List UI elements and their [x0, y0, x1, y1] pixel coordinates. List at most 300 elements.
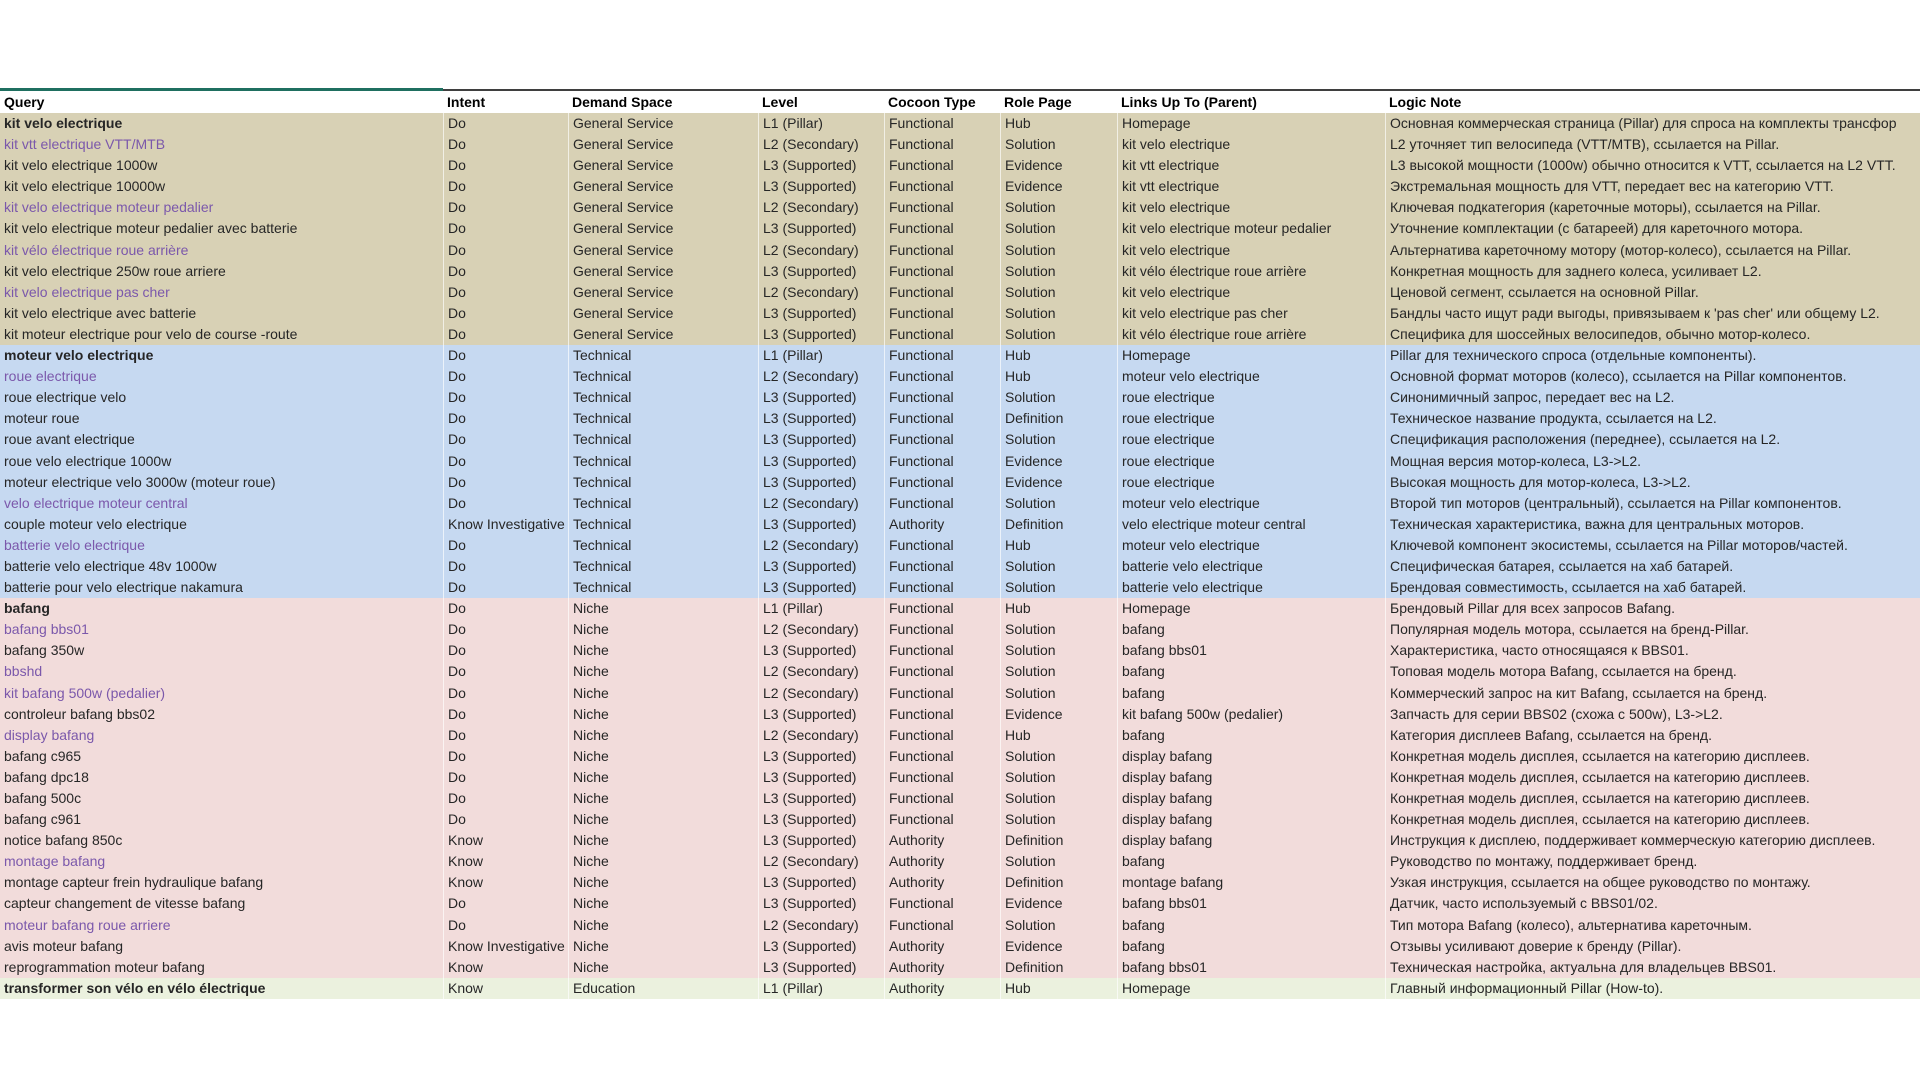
cell-cocoon-type[interactable]: Functional — [884, 577, 1000, 598]
cell-query[interactable]: montage bafang — [4, 853, 106, 870]
cell-cocoon-type[interactable]: Functional — [884, 493, 1000, 514]
cell-demand-space[interactable]: Technical — [568, 493, 758, 514]
cell-demand-space[interactable]: Niche — [568, 725, 758, 746]
cell-demand-space[interactable]: Niche — [568, 746, 758, 767]
cell-links-up-to[interactable]: kit vélo électrique roue arrière — [1117, 324, 1385, 345]
cell-query[interactable]: couple moteur velo electrique — [4, 515, 187, 532]
cell-role-page[interactable]: Evidence — [1000, 936, 1117, 957]
column-header-query[interactable]: Query — [4, 94, 45, 110]
cell-query[interactable]: kit vélo électrique roue arrière — [4, 241, 189, 258]
cell-links-up-to[interactable]: bafang bbs01 — [1117, 957, 1385, 978]
column-header-cocoon-type[interactable]: Cocoon Type — [888, 94, 976, 110]
cell-links-up-to[interactable]: montage bafang — [1117, 872, 1385, 893]
cell-query[interactable]: capteur changement de vitesse bafang — [4, 895, 246, 912]
cell-query[interactable]: notice bafang 850c — [4, 832, 123, 849]
cell-demand-space[interactable]: General Service — [568, 240, 758, 261]
cell-role-page[interactable]: Solution — [1000, 240, 1117, 261]
cell-cocoon-type[interactable]: Functional — [884, 345, 1000, 366]
cell-role-page[interactable]: Solution — [1000, 282, 1117, 303]
cell-logic-note[interactable]: Техническая настройка, актуальна для владельцев BBS01. — [1385, 957, 1920, 978]
cell-level[interactable]: L3 (Supported) — [758, 408, 884, 429]
cell-logic-note[interactable]: Инструкция к дисплею, поддерживает коммерческую категорию дисплеев. — [1385, 830, 1920, 851]
cell-role-page[interactable]: Hub — [1000, 113, 1117, 134]
cell-role-page[interactable]: Hub — [1000, 345, 1117, 366]
cell-role-page[interactable]: Hub — [1000, 366, 1117, 387]
cell-role-page[interactable]: Definition — [1000, 830, 1117, 851]
cell-logic-note[interactable]: Популярная модель мотора, ссылается на бренд-Pillar. — [1385, 619, 1920, 640]
cell-intent[interactable]: Do — [443, 683, 568, 704]
cell-logic-note[interactable]: Ключевой компонент экосистемы, ссылается на Pillar моторов/частей. — [1385, 535, 1920, 556]
cell-level[interactable]: L3 (Supported) — [758, 155, 884, 176]
cell-level[interactable]: L2 (Secondary) — [758, 366, 884, 387]
cell-query[interactable]: moteur roue — [4, 410, 80, 427]
cell-intent[interactable]: Do — [443, 788, 568, 809]
cell-intent[interactable]: Do — [443, 661, 568, 682]
cell-links-up-to[interactable]: Homepage — [1117, 598, 1385, 619]
cell-level[interactable]: L3 (Supported) — [758, 830, 884, 851]
cell-level[interactable]: L3 (Supported) — [758, 640, 884, 661]
cell-query[interactable]: kit velo electrique avec batterie — [4, 304, 197, 321]
cell-cocoon-type[interactable]: Functional — [884, 619, 1000, 640]
cell-role-page[interactable]: Solution — [1000, 746, 1117, 767]
cell-level[interactable]: L1 (Pillar) — [758, 345, 884, 366]
cell-intent[interactable]: Do — [443, 218, 568, 239]
cell-intent[interactable]: Do — [443, 893, 568, 914]
cell-links-up-to[interactable]: moteur velo electrique — [1117, 493, 1385, 514]
cell-logic-note[interactable]: Отзывы усиливают доверие к бренду (Pillar). — [1385, 936, 1920, 957]
cell-links-up-to[interactable]: roue electrique — [1117, 408, 1385, 429]
cell-intent[interactable]: Do — [443, 809, 568, 830]
cell-logic-note[interactable]: Бандлы часто ищут ради выгоды, привязываем к 'pas cher' или общему L2. — [1385, 303, 1920, 324]
cell-intent[interactable]: Do — [443, 704, 568, 725]
cell-logic-note[interactable]: Ценовой сегмент, ссылается на основной Pillar. — [1385, 282, 1920, 303]
cell-demand-space[interactable]: Technical — [568, 345, 758, 366]
cell-cocoon-type[interactable]: Functional — [884, 640, 1000, 661]
cell-query[interactable]: moteur velo electrique — [4, 347, 154, 364]
cell-intent[interactable]: Do — [443, 408, 568, 429]
cell-links-up-to[interactable]: display bafang — [1117, 788, 1385, 809]
cell-links-up-to[interactable]: bafang — [1117, 851, 1385, 872]
cell-query[interactable]: kit velo electrique 10000w — [4, 178, 166, 195]
cell-intent[interactable]: Do — [443, 345, 568, 366]
cell-logic-note[interactable]: Топовая модель мотора Bafang, ссылается на бренд. — [1385, 661, 1920, 682]
cell-query[interactable]: batterie pour velo electrique nakamura — [4, 579, 243, 596]
cell-cocoon-type[interactable]: Functional — [884, 218, 1000, 239]
cell-demand-space[interactable]: Niche — [568, 683, 758, 704]
cell-links-up-to[interactable]: kit bafang 500w (pedalier) — [1117, 704, 1385, 725]
cell-role-page[interactable]: Solution — [1000, 661, 1117, 682]
cell-query[interactable]: bafang bbs01 — [4, 621, 89, 638]
cell-role-page[interactable]: Solution — [1000, 767, 1117, 788]
cell-role-page[interactable]: Solution — [1000, 324, 1117, 345]
cell-demand-space[interactable]: Niche — [568, 598, 758, 619]
cell-query[interactable]: kit velo electrique moteur pedalier avec batterie — [4, 220, 298, 237]
cell-cocoon-type[interactable]: Functional — [884, 451, 1000, 472]
cell-demand-space[interactable]: Niche — [568, 872, 758, 893]
cell-intent[interactable]: Do — [443, 387, 568, 408]
cell-intent[interactable]: Know Investigative — [443, 936, 568, 957]
cell-level[interactable]: L1 (Pillar) — [758, 598, 884, 619]
cell-demand-space[interactable]: Technical — [568, 387, 758, 408]
cell-query[interactable]: roue velo electrique 1000w — [4, 452, 172, 469]
cell-demand-space[interactable]: General Service — [568, 218, 758, 239]
cell-query[interactable]: bafang c965 — [4, 747, 82, 764]
cell-links-up-to[interactable]: batterie velo electrique — [1117, 577, 1385, 598]
cell-demand-space[interactable]: General Service — [568, 261, 758, 282]
cell-links-up-to[interactable]: roue electrique — [1117, 429, 1385, 450]
cell-query[interactable]: roue electrique velo — [4, 389, 127, 406]
cell-intent[interactable]: Do — [443, 197, 568, 218]
cell-intent[interactable]: Do — [443, 725, 568, 746]
cell-cocoon-type[interactable]: Functional — [884, 893, 1000, 914]
cell-cocoon-type[interactable]: Authority — [884, 957, 1000, 978]
cell-query[interactable]: controleur bafang bbs02 — [4, 705, 155, 722]
cell-cocoon-type[interactable]: Functional — [884, 725, 1000, 746]
cell-role-page[interactable]: Evidence — [1000, 893, 1117, 914]
cell-intent[interactable]: Do — [443, 282, 568, 303]
cell-demand-space[interactable]: Niche — [568, 936, 758, 957]
cell-cocoon-type[interactable]: Functional — [884, 134, 1000, 155]
cell-links-up-to[interactable]: bafang bbs01 — [1117, 893, 1385, 914]
cell-level[interactable]: L3 (Supported) — [758, 746, 884, 767]
cell-links-up-to[interactable]: display bafang — [1117, 746, 1385, 767]
cell-query[interactable]: kit velo electrique 250w roue arriere — [4, 262, 226, 279]
cell-cocoon-type[interactable]: Authority — [884, 978, 1000, 999]
cell-demand-space[interactable]: Niche — [568, 915, 758, 936]
cell-role-page[interactable]: Definition — [1000, 957, 1117, 978]
cell-query[interactable]: bafang c961 — [4, 811, 82, 828]
cell-logic-note[interactable]: Брендовый Pillar для всех запросов Bafang. — [1385, 598, 1920, 619]
cell-level[interactable]: L2 (Secondary) — [758, 493, 884, 514]
cell-level[interactable]: L3 (Supported) — [758, 809, 884, 830]
cell-role-page[interactable]: Solution — [1000, 915, 1117, 936]
cell-intent[interactable]: Do — [443, 429, 568, 450]
cell-demand-space[interactable]: General Service — [568, 282, 758, 303]
column-header-level[interactable]: Level — [762, 94, 798, 110]
cell-role-page[interactable]: Solution — [1000, 387, 1117, 408]
cell-logic-note[interactable]: Руководство по монтажу, поддерживает бренд. — [1385, 851, 1920, 872]
cell-demand-space[interactable]: Niche — [568, 893, 758, 914]
cell-demand-space[interactable]: Technical — [568, 366, 758, 387]
cell-cocoon-type[interactable]: Functional — [884, 472, 1000, 493]
column-header-links-up-to[interactable]: Links Up To (Parent) — [1121, 94, 1257, 110]
cell-demand-space[interactable]: Niche — [568, 809, 758, 830]
cell-role-page[interactable]: Solution — [1000, 851, 1117, 872]
cell-level[interactable]: L2 (Secondary) — [758, 661, 884, 682]
cell-role-page[interactable]: Definition — [1000, 408, 1117, 429]
cell-links-up-to[interactable]: roue electrique — [1117, 451, 1385, 472]
cell-query[interactable]: transformer son vélo en vélo électrique — [4, 979, 266, 996]
cell-cocoon-type[interactable]: Functional — [884, 704, 1000, 725]
cell-role-page[interactable]: Hub — [1000, 598, 1117, 619]
cell-role-page[interactable]: Solution — [1000, 134, 1117, 155]
cell-level[interactable]: L3 (Supported) — [758, 704, 884, 725]
cell-level[interactable]: L3 (Supported) — [758, 176, 884, 197]
cell-level[interactable]: L3 (Supported) — [758, 472, 884, 493]
cell-demand-space[interactable]: Technical — [568, 535, 758, 556]
cell-level[interactable]: L1 (Pillar) — [758, 113, 884, 134]
cell-role-page[interactable]: Solution — [1000, 809, 1117, 830]
cell-intent[interactable]: Do — [443, 261, 568, 282]
cell-links-up-to[interactable]: bafang — [1117, 915, 1385, 936]
cell-query[interactable]: display bafang — [4, 726, 95, 743]
cell-query[interactable]: bafang 500c — [4, 790, 82, 806]
cell-links-up-to[interactable]: moteur velo electrique — [1117, 535, 1385, 556]
cell-role-page[interactable]: Evidence — [1000, 155, 1117, 176]
cell-role-page[interactable]: Evidence — [1000, 472, 1117, 493]
cell-links-up-to[interactable]: bafang — [1117, 936, 1385, 957]
cell-links-up-to[interactable]: velo electrique moteur central — [1117, 514, 1385, 535]
cell-query[interactable]: kit bafang 500w (pedalier) — [4, 684, 166, 701]
cell-role-page[interactable]: Solution — [1000, 218, 1117, 239]
cell-links-up-to[interactable]: kit velo electrique pas cher — [1117, 303, 1385, 324]
cell-cocoon-type[interactable]: Functional — [884, 387, 1000, 408]
cell-demand-space[interactable]: Education — [568, 978, 758, 999]
cell-logic-note[interactable]: Узкая инструкция, ссылается на общее руководство по монтажу. — [1385, 872, 1920, 893]
cell-links-up-to[interactable]: bafang — [1117, 683, 1385, 704]
cell-level[interactable]: L2 (Secondary) — [758, 240, 884, 261]
cell-role-page[interactable]: Solution — [1000, 261, 1117, 282]
cell-intent[interactable]: Know Investigative — [443, 514, 568, 535]
cell-logic-note[interactable]: Конкретная модель дисплея, ссылается на категорию дисплеев. — [1385, 788, 1920, 809]
cell-query[interactable]: kit vtt electrique VTT/MTB — [4, 136, 166, 153]
cell-cocoon-type[interactable]: Functional — [884, 746, 1000, 767]
cell-links-up-to[interactable]: moteur velo electrique — [1117, 366, 1385, 387]
cell-cocoon-type[interactable]: Functional — [884, 176, 1000, 197]
cell-query[interactable]: kit velo electrique moteur pedalier — [4, 199, 214, 216]
cell-level[interactable]: L3 (Supported) — [758, 936, 884, 957]
cell-logic-note[interactable]: Основной формат моторов (колесо), ссылается на Pillar компонентов. — [1385, 366, 1920, 387]
cell-level[interactable]: L1 (Pillar) — [758, 978, 884, 999]
cell-query[interactable]: reprogrammation moteur bafang — [4, 958, 205, 975]
cell-demand-space[interactable]: Niche — [568, 830, 758, 851]
cell-demand-space[interactable]: Technical — [568, 556, 758, 577]
cell-demand-space[interactable]: Niche — [568, 788, 758, 809]
cell-role-page[interactable]: Solution — [1000, 493, 1117, 514]
cell-links-up-to[interactable]: bafang bbs01 — [1117, 640, 1385, 661]
cell-level[interactable]: L3 (Supported) — [758, 893, 884, 914]
cell-demand-space[interactable]: Niche — [568, 640, 758, 661]
cell-logic-note[interactable]: Характеристика, часто относящаяся к BBS01. — [1385, 640, 1920, 661]
cell-links-up-to[interactable]: roue electrique — [1117, 387, 1385, 408]
cell-query[interactable]: bafang — [4, 600, 50, 617]
cell-level[interactable]: L3 (Supported) — [758, 324, 884, 345]
cell-level[interactable]: L3 (Supported) — [758, 788, 884, 809]
cell-role-page[interactable]: Solution — [1000, 577, 1117, 598]
cell-role-page[interactable]: Hub — [1000, 535, 1117, 556]
cell-logic-note[interactable]: Высокая мощность для мотор-колеса, L3->L2. — [1385, 472, 1920, 493]
cell-cocoon-type[interactable]: Functional — [884, 155, 1000, 176]
cell-query[interactable]: bbshd — [4, 663, 43, 680]
cell-cocoon-type[interactable]: Functional — [884, 915, 1000, 936]
cell-cocoon-type[interactable]: Functional — [884, 429, 1000, 450]
cell-level[interactable]: L3 (Supported) — [758, 261, 884, 282]
cell-links-up-to[interactable]: display bafang — [1117, 830, 1385, 851]
cell-logic-note[interactable]: Синонимичный запрос, передает вес на L2. — [1385, 387, 1920, 408]
cell-intent[interactable]: Do — [443, 598, 568, 619]
cell-logic-note[interactable]: Экстремальная мощность для VTT, передает вес на категорию VTT. — [1385, 176, 1920, 197]
cell-intent[interactable]: Do — [443, 303, 568, 324]
cell-level[interactable]: L2 (Secondary) — [758, 197, 884, 218]
cell-demand-space[interactable]: Technical — [568, 408, 758, 429]
cell-role-page[interactable]: Solution — [1000, 303, 1117, 324]
cell-level[interactable]: L3 (Supported) — [758, 429, 884, 450]
cell-cocoon-type[interactable]: Authority — [884, 514, 1000, 535]
cell-role-page[interactable]: Hub — [1000, 978, 1117, 999]
cell-links-up-to[interactable]: display bafang — [1117, 767, 1385, 788]
cell-cocoon-type[interactable]: Functional — [884, 598, 1000, 619]
cell-logic-note[interactable]: Техническое название продукта, ссылается на L2. — [1385, 408, 1920, 429]
cell-links-up-to[interactable]: bafang — [1117, 661, 1385, 682]
cell-links-up-to[interactable]: kit vélo électrique roue arrière — [1117, 261, 1385, 282]
cell-links-up-to[interactable]: bafang — [1117, 619, 1385, 640]
cell-logic-note[interactable]: Коммерческий запрос на кит Bafang, ссылается на бренд. — [1385, 683, 1920, 704]
cell-logic-note[interactable]: L2 уточняет тип велосипеда (VTT/MTB), ссылается на Pillar. — [1385, 134, 1920, 155]
cell-logic-note[interactable]: Техническая характеристика, важна для центральных моторов. — [1385, 514, 1920, 535]
cell-level[interactable]: L3 (Supported) — [758, 451, 884, 472]
cell-links-up-to[interactable]: kit velo electrique — [1117, 134, 1385, 155]
column-header-intent[interactable]: Intent — [447, 94, 486, 110]
cell-intent[interactable]: Know — [443, 957, 568, 978]
cell-links-up-to[interactable]: kit velo electrique — [1117, 282, 1385, 303]
cell-cocoon-type[interactable]: Functional — [884, 261, 1000, 282]
cell-logic-note[interactable]: Главный информационный Pillar (How-to). — [1385, 978, 1920, 999]
cell-cocoon-type[interactable]: Authority — [884, 830, 1000, 851]
cell-logic-note[interactable]: Альтернатива кареточному мотору (мотор-колесо), ссылается на Pillar. — [1385, 240, 1920, 261]
cell-role-page[interactable]: Evidence — [1000, 176, 1117, 197]
cell-demand-space[interactable]: General Service — [568, 155, 758, 176]
cell-query[interactable]: bafang 350w — [4, 642, 85, 659]
cell-demand-space[interactable]: Niche — [568, 767, 758, 788]
cell-role-page[interactable]: Solution — [1000, 619, 1117, 640]
cell-level[interactable]: L3 (Supported) — [758, 767, 884, 788]
cell-links-up-to[interactable]: kit velo electrique — [1117, 197, 1385, 218]
cell-intent[interactable]: Know — [443, 830, 568, 851]
cell-query[interactable]: roue avant electrique — [4, 431, 135, 448]
cell-intent[interactable]: Do — [443, 535, 568, 556]
cell-query[interactable]: moteur bafang roue arriere — [4, 916, 171, 933]
cell-logic-note[interactable]: Уточнение комплектации (с батареей) для кареточного мотора. — [1385, 218, 1920, 239]
cell-role-page[interactable]: Solution — [1000, 683, 1117, 704]
cell-level[interactable]: L3 (Supported) — [758, 556, 884, 577]
cell-cocoon-type[interactable]: Authority — [884, 851, 1000, 872]
cell-logic-note[interactable]: Спецификация расположения (переднее), ссылается на L2. — [1385, 429, 1920, 450]
cell-cocoon-type[interactable]: Functional — [884, 282, 1000, 303]
cell-intent[interactable]: Do — [443, 134, 568, 155]
cell-cocoon-type[interactable]: Functional — [884, 197, 1000, 218]
cell-logic-note[interactable]: Брендовая совместимость, ссылается на хаб батарей. — [1385, 577, 1920, 598]
cell-demand-space[interactable]: General Service — [568, 134, 758, 155]
cell-demand-space[interactable]: Niche — [568, 851, 758, 872]
cell-links-up-to[interactable]: batterie velo electrique — [1117, 556, 1385, 577]
cell-logic-note[interactable]: Датчик, часто используемый с BBS01/02. — [1385, 893, 1920, 914]
cell-cocoon-type[interactable]: Functional — [884, 556, 1000, 577]
cell-intent[interactable]: Do — [443, 767, 568, 788]
cell-intent[interactable]: Do — [443, 915, 568, 936]
cell-role-page[interactable]: Definition — [1000, 872, 1117, 893]
cell-logic-note[interactable]: Основная коммерческая страница (Pillar) для спроса на комплекты трансфор — [1385, 113, 1920, 134]
column-header-logic-note[interactable]: Logic Note — [1389, 94, 1462, 110]
cell-level[interactable]: L2 (Secondary) — [758, 683, 884, 704]
cell-query[interactable]: moteur electrique velo 3000w (moteur roue) — [4, 473, 276, 490]
cell-intent[interactable]: Do — [443, 366, 568, 387]
cell-links-up-to[interactable]: kit vtt electrique — [1117, 155, 1385, 176]
cell-links-up-to[interactable]: bafang — [1117, 725, 1385, 746]
cell-query[interactable]: kit velo electrique pas cher — [4, 283, 170, 300]
cell-cocoon-type[interactable]: Functional — [884, 535, 1000, 556]
cell-cocoon-type[interactable]: Functional — [884, 788, 1000, 809]
cell-level[interactable]: L2 (Secondary) — [758, 915, 884, 936]
cell-logic-note[interactable]: Второй тип моторов (центральный), ссылается на Pillar компонентов. — [1385, 493, 1920, 514]
cell-links-up-to[interactable]: kit vtt electrique — [1117, 176, 1385, 197]
cell-intent[interactable]: Do — [443, 619, 568, 640]
cell-links-up-to[interactable]: display bafang — [1117, 809, 1385, 830]
cell-links-up-to[interactable]: roue electrique — [1117, 472, 1385, 493]
cell-level[interactable]: L3 (Supported) — [758, 387, 884, 408]
cell-logic-note[interactable]: Pillar для технического спроса (отдельные компоненты). — [1385, 345, 1920, 366]
cell-query[interactable]: kit velo electrique — [4, 115, 123, 131]
cell-logic-note[interactable]: Конкретная мощность для заднего колеса, усиливает L2. — [1385, 261, 1920, 282]
cell-level[interactable]: L2 (Secondary) — [758, 134, 884, 155]
cell-level[interactable]: L3 (Supported) — [758, 577, 884, 598]
cell-demand-space[interactable]: General Service — [568, 303, 758, 324]
column-header-role-page[interactable]: Role Page — [1004, 94, 1072, 110]
cell-demand-space[interactable]: Technical — [568, 472, 758, 493]
cell-query[interactable]: kit moteur electrique pour velo de course -route — [4, 325, 298, 342]
cell-intent[interactable]: Do — [443, 493, 568, 514]
cell-level[interactable]: L3 (Supported) — [758, 957, 884, 978]
cell-role-page[interactable]: Solution — [1000, 429, 1117, 450]
cell-role-page[interactable]: Solution — [1000, 197, 1117, 218]
cell-links-up-to[interactable]: Homepage — [1117, 978, 1385, 999]
cell-level[interactable]: L2 (Secondary) — [758, 851, 884, 872]
cell-logic-note[interactable]: Конкретная модель дисплея, ссылается на категорию дисплеев. — [1385, 746, 1920, 767]
cell-demand-space[interactable]: General Service — [568, 324, 758, 345]
cell-logic-note[interactable]: Тип мотора Bafang (колесо), альтернатива кареточным. — [1385, 915, 1920, 936]
cell-demand-space[interactable]: General Service — [568, 176, 758, 197]
cell-role-page[interactable]: Solution — [1000, 556, 1117, 577]
cell-demand-space[interactable]: Technical — [568, 577, 758, 598]
cell-intent[interactable]: Do — [443, 113, 568, 134]
cell-level[interactable]: L3 (Supported) — [758, 218, 884, 239]
cell-query[interactable]: roue electrique — [4, 368, 97, 385]
cell-demand-space[interactable]: Niche — [568, 661, 758, 682]
cell-links-up-to[interactable]: kit velo electrique — [1117, 240, 1385, 261]
cell-logic-note[interactable]: Специфика для шоссейных велосипедов, обычно мотор-колесо. — [1385, 324, 1920, 345]
cell-cocoon-type[interactable]: Authority — [884, 936, 1000, 957]
cell-cocoon-type[interactable]: Functional — [884, 240, 1000, 261]
cell-intent[interactable]: Do — [443, 577, 568, 598]
cell-role-page[interactable]: Definition — [1000, 514, 1117, 535]
cell-links-up-to[interactable]: Homepage — [1117, 345, 1385, 366]
cell-intent[interactable]: Know — [443, 872, 568, 893]
cell-demand-space[interactable]: Niche — [568, 704, 758, 725]
cell-query[interactable]: kit velo electrique 1000w — [4, 157, 158, 174]
cell-intent[interactable]: Do — [443, 556, 568, 577]
cell-level[interactable]: L2 (Secondary) — [758, 282, 884, 303]
cell-intent[interactable]: Do — [443, 640, 568, 661]
cell-intent[interactable]: Do — [443, 451, 568, 472]
cell-cocoon-type[interactable]: Functional — [884, 661, 1000, 682]
cell-logic-note[interactable]: Категория дисплеев Bafang, ссылается на бренд. — [1385, 725, 1920, 746]
cell-demand-space[interactable]: Technical — [568, 429, 758, 450]
cell-level[interactable]: L3 (Supported) — [758, 303, 884, 324]
cell-demand-space[interactable]: Technical — [568, 514, 758, 535]
cell-level[interactable]: L2 (Secondary) — [758, 619, 884, 640]
cell-query[interactable]: batterie velo electrique — [4, 536, 145, 553]
cell-role-page[interactable]: Solution — [1000, 640, 1117, 661]
cell-level[interactable]: L2 (Secondary) — [758, 535, 884, 556]
